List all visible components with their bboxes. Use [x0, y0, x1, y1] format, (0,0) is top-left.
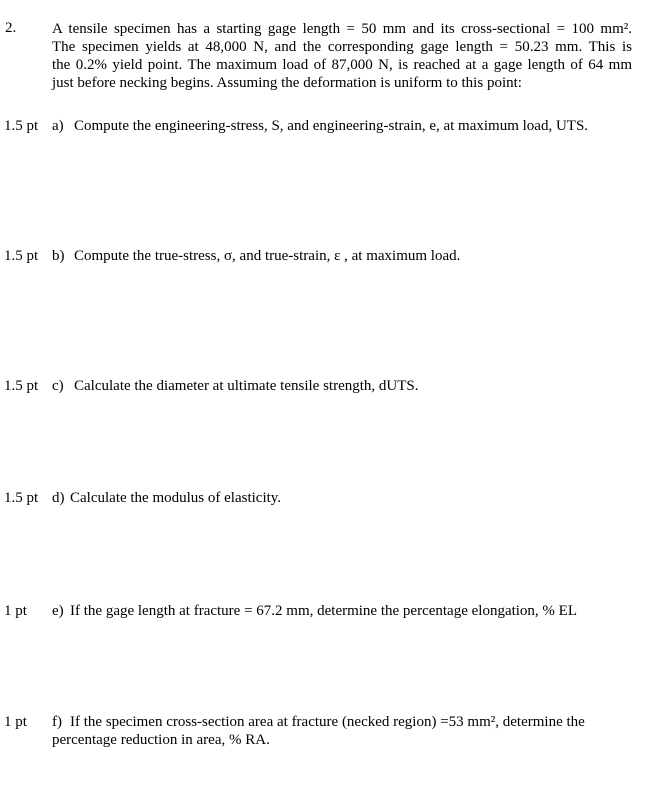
points-c: 1.5 pt: [4, 378, 39, 394]
question-stem: [52, 20, 632, 92]
part-b-label: b): [52, 248, 65, 264]
stem-line: the 0.2% yield point. The maximum load of 87,000 N, is reached at a gage length of 64 mm: [52, 57, 632, 73]
stem-line: just before necking begins. Assuming the deformation is uniform to this point:: [52, 75, 522, 91]
part-c-label: c): [52, 378, 64, 394]
points-a: 1.5 pt: [4, 118, 39, 134]
points-d: 1.5 pt: [4, 490, 39, 506]
part-b-text: Compute the true-stress, σ, and true-strain, ε , at maximum load.: [74, 248, 461, 264]
part-f-label: f): [52, 714, 62, 730]
part-f-text-line2: percentage reduction in area, % RA.: [52, 732, 270, 748]
points-b: 1.5 pt: [4, 248, 39, 264]
stem-line: A tensile specimen has a starting gage length = 50 mm and its cross-sectional = 100 mm².: [52, 21, 632, 37]
part-d-label: d): [52, 490, 65, 506]
part-e-label: e): [52, 603, 64, 619]
question-number: 2.: [5, 20, 17, 36]
part-a-label: a): [52, 118, 64, 134]
part-e-text: If the gage length at fracture = 67.2 mm, determine the percentage elongation, % EL: [70, 603, 578, 619]
stem-line: The specimen yields at 48,000 N, and the corresponding gage length = 50.23 mm. This is: [52, 39, 632, 55]
part-d-text: Calculate the modulus of elasticity.: [70, 490, 282, 506]
points-f: 1 pt: [4, 714, 27, 730]
part-c-text: Calculate the diameter at ultimate tensile strength, dUTS.: [74, 378, 419, 394]
part-a-text: Compute the engineering-stress, S, and engineering-strain, e, at maximum load, UTS.: [74, 118, 589, 134]
part-f-text-line1: If the specimen cross-section area at fracture (necked region) =53 mm², determine the: [70, 714, 585, 730]
points-e: 1 pt: [4, 603, 27, 619]
